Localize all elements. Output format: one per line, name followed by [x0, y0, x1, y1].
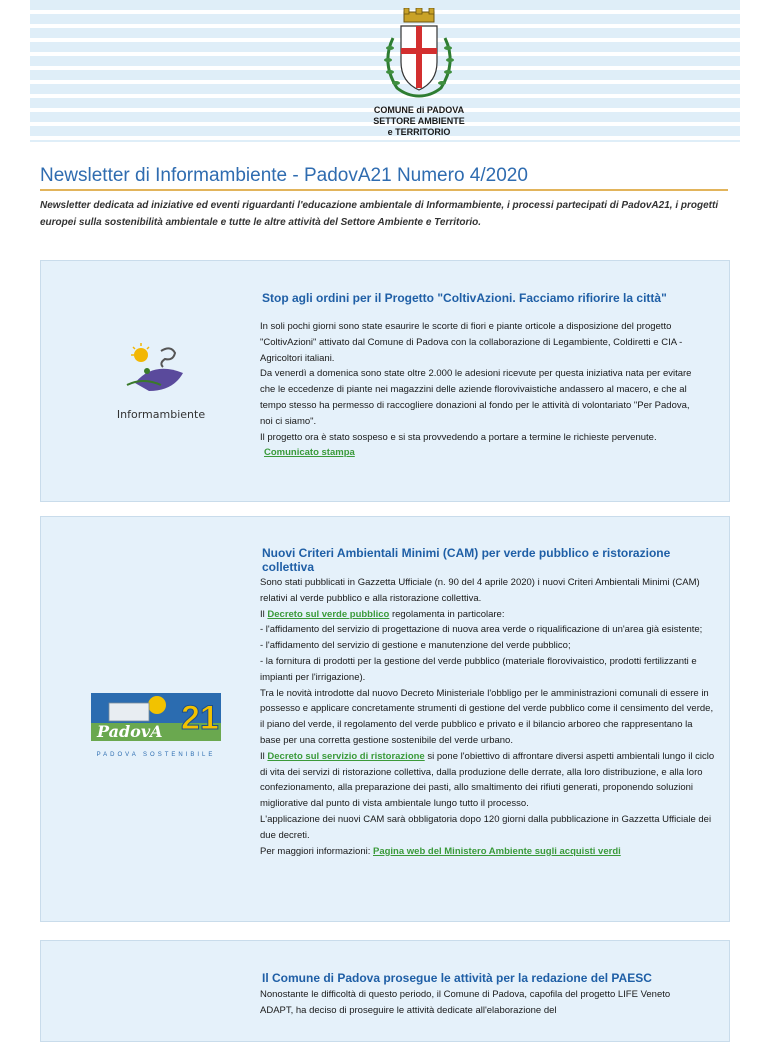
ministero-acquisti-verdi-link[interactable]: Pagina web del Ministero Ambiente sugli acquisti verdi [373, 845, 621, 857]
svg-text:21: 21 [181, 699, 219, 737]
decreto-verde-pubblico-link[interactable]: Decreto sul verde pubblico [267, 608, 390, 620]
article-paragraph: In soli pochi giorni sono state esaurire le scorte di fiori e piante orticole a disposizione del progetto "ColtivAzioni" attivato dal Comune di Padova con la collaborazione di Legambiente, Coldiretti e CIA - Agricoltori italiani. [260, 321, 683, 364]
svg-text:PadovA: PadovA [97, 722, 163, 741]
informambiente-logo [113, 341, 209, 421]
article-heading: Il Comune di Padova prosegue le attività per la redazione del PAESC [262, 971, 652, 985]
article-body [260, 319, 700, 461]
article-body [260, 575, 715, 859]
coat-of-arms-icon [363, 8, 475, 100]
article-card-cam [40, 516, 730, 922]
logo-line-1: COMUNE di PADOVA [373, 105, 465, 115]
header-banner [30, 0, 740, 142]
informambiente-label: Informambiente [116, 408, 206, 421]
article-paragraph: Il Decreto sul verde pubblico regolamenta in particolare: [260, 608, 505, 620]
informambiente-illustration-icon [113, 341, 209, 401]
article-body [260, 987, 705, 1019]
article-paragraph: Da venerdì a domenica sono state oltre 2.000 le adesioni ricevute per questa iniziativa nata per evitare che le eccedenze di piante nei magazzini delle aziende florovivaistiche andassero al macero, e che al tempo stesso ha permesso di raccogliere donazioni al fondo per le attività di volontariato "Per Padova, noi ci siamo". [260, 368, 692, 427]
bullet-item: - la fornitura di prodotti per la gestione del verde pubblico (materiale florovivaistico, prodotti fertilizzanti e impianti per l'irrigazione). [260, 655, 697, 683]
newsletter-title: Newsletter di Informambiente - PadovA21 Numero 4/2020 [40, 165, 528, 186]
article-paragraph: L'applicazione dei nuovi CAM sarà obbligatoria dopo 120 giorni dalla pubblicazione in Gazzetta Ufficiale dei due decreti. [260, 813, 712, 841]
article-paragraph: Sono stati pubblicati in Gazzetta Ufficiale (n. 90 del 4 aprile 2020) i nuovi Criteri Ambientali Minimi (CAM) relativi al verde pubblico e alla ristorazione collettiva. [260, 577, 700, 604]
title-divider [40, 189, 728, 191]
padova-sostenibile-label: PADOVA SOSTENIBILE [96, 752, 216, 758]
article-paragraph: Per maggiori informazioni: Pagina web del Ministero Ambiente sugli acquisti verdi [260, 845, 621, 857]
article-card-paesc [40, 940, 730, 1042]
comune-padova-logo [363, 8, 475, 138]
article-heading: Nuovi Criteri Ambientali Minimi (CAM) per verde pubblico e ristorazione collettiva [262, 546, 671, 574]
article-paragraph: Il Decreto sul servizio di ristorazione si pone l'obiettivo di affrontare diversi aspetti ambientali lungo il ciclo di vita dei servizi di ristorazione collettiva, dalla produzione delle derrate, alla loro distribuzione, e alla loro confezionamento, alla preparazione dei pasti, allo smaltimento dei rifiuti generati, proponendo soluzioni migliorative dal punto di vista ambientale lungo tutto il processo. [260, 750, 715, 810]
bullet-item: - l'affidamento del servizio di gestione e manutenzione del verde pubblico; [260, 640, 571, 652]
logo-line-2: SETTORE AMBIENTE [373, 116, 465, 126]
decreto-ristorazione-link[interactable]: Decreto sul servizio di ristorazione [267, 750, 425, 762]
padova21-logo [91, 693, 221, 758]
comunicato-stampa-link[interactable]: Comunicato stampa [264, 447, 355, 459]
padova21-emblem-icon [91, 693, 221, 749]
article-paragraph: Il progetto ora è stato sospeso e si sta provvedendo a portare a termine le richieste pervenute. [260, 431, 657, 443]
logo-line-3: e TERRITORIO [387, 127, 451, 137]
article-heading: Stop agli ordini per il Progetto "ColtivAzioni. Facciamo rifiorire la città" [262, 291, 667, 305]
bullet-item: - l'affidamento del servizio di progettazione di nuova area verde o riqualificazione di un'area già esistente; [260, 624, 703, 636]
newsletter-intro: Newsletter dedicata ad iniziative ed eventi riguardanti l'educazione ambientale di Informambiente, i processi partecipati di PadovA21, i progetti europei sulla sostenibilità ambientale e tutte le altre attività del Settore Ambiente e Territorio. [40, 200, 719, 228]
article-paragraph: Tra le novità introdotte dal nuovo Decreto Ministeriale l'obbligo per le amministrazioni comunali di essere in possesso e applicare concretamente strumenti di gestione del verde pubblico come il censimento del verde, il piano del verde, il regolamento del verde pubblico e privato e il bilancio arboreo che rappresentano la base per una corretta gestione sostenibile del verde urbano. [260, 687, 714, 746]
article-paragraph: Nonostante le difficoltà di questo periodo, il Comune di Padova, capofila del progetto LIFE Veneto ADAPT, ha deciso di proseguire le attività dedicate all'elaborazione del [260, 989, 671, 1016]
article-card-coltivazioni [40, 260, 730, 502]
